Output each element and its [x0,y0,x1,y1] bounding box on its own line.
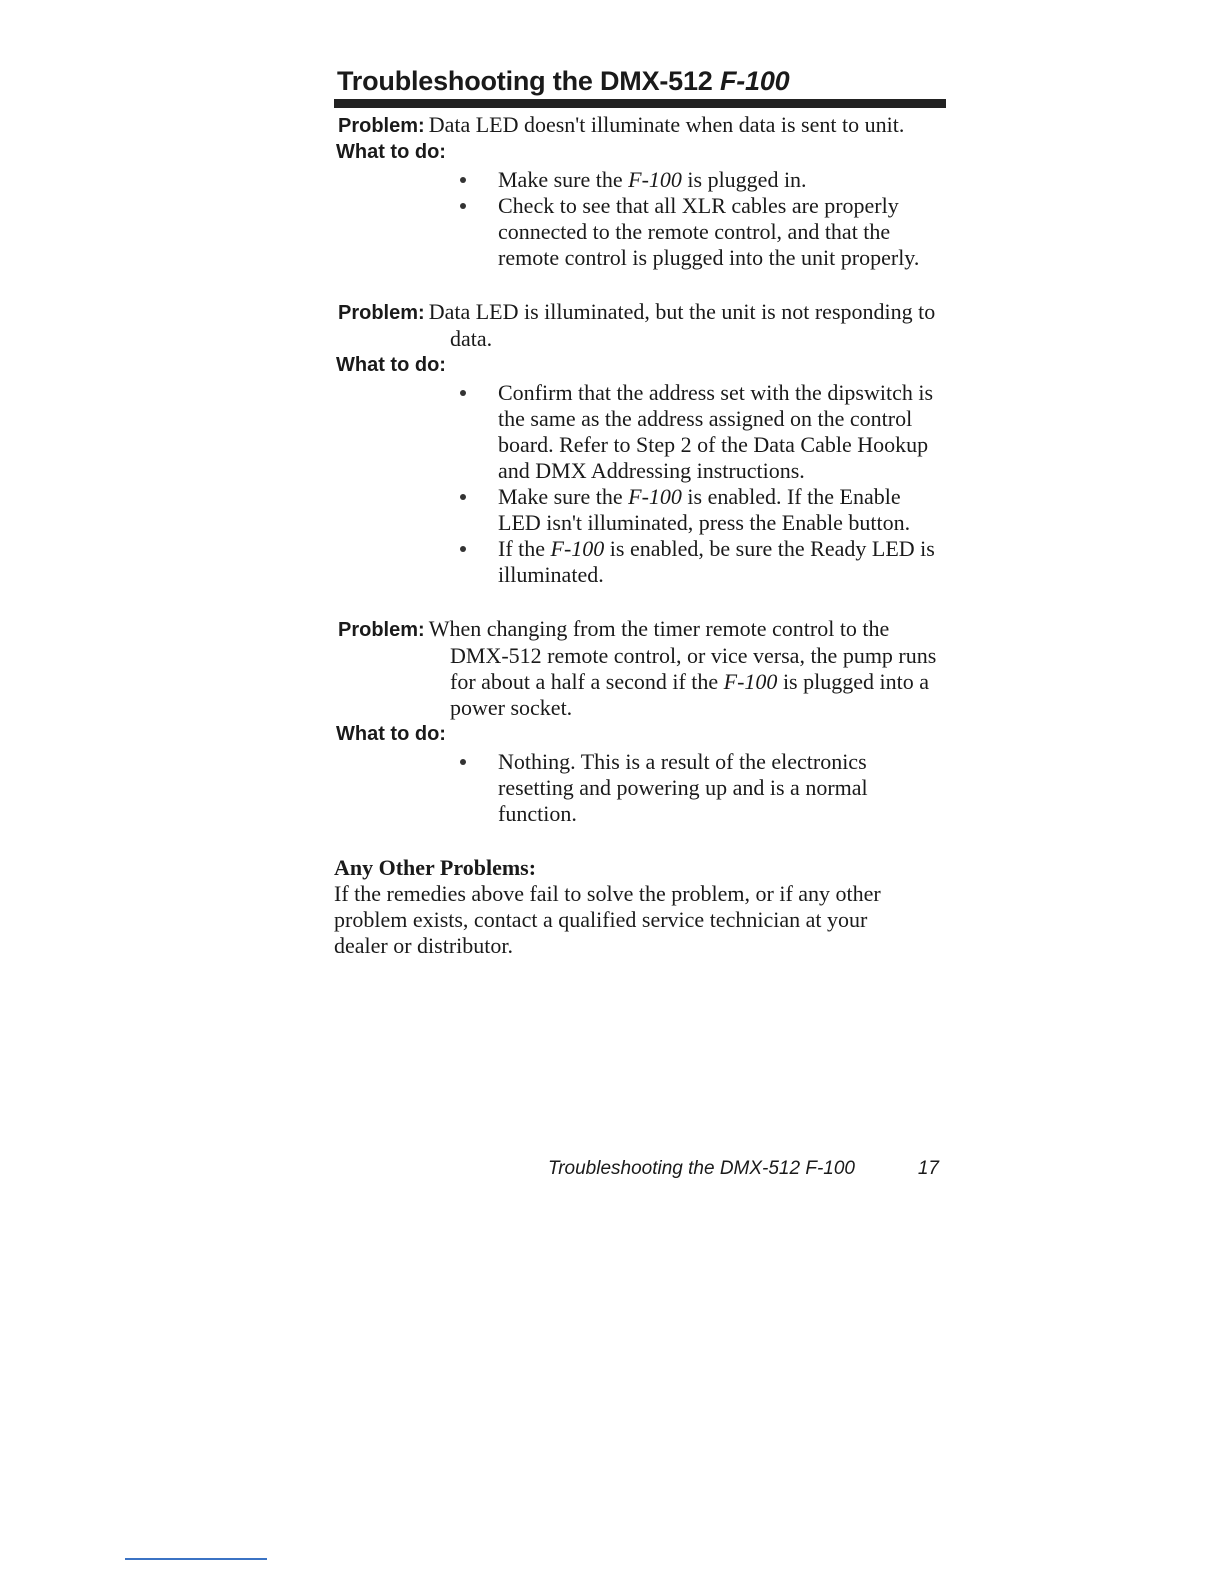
what-to-do-label: What to do: [336,141,446,163]
other-problems-text: If the remedies above fail to solve the problem, or if any other problem exists, contact a qualified service technician at your dealer or distributor. [334,881,881,958]
problem-statement [334,616,946,721]
bullet-icon [460,177,466,183]
problem-block-2 [334,299,946,588]
fix-list [334,167,946,271]
fix-text-before: Make sure the [498,167,629,192]
fix-text-before: If the [498,536,551,561]
fix-item [452,167,946,193]
page-title [334,64,946,98]
what-to-do-heading [334,352,946,380]
what-to-do-heading [334,139,946,167]
bullet-icon [460,203,466,209]
bullet-icon [460,546,466,552]
fix-model: F-100 [550,536,605,561]
problem-block-1 [334,112,946,271]
problem-text-after: is plugged into a power socket. [450,669,929,720]
fix-item [452,380,946,484]
fix-text: Confirm that the address set with the dipswitch is the same as the address assigned on the control board. Refer to Step 2 of the Data Cable Hookup and DMX Addressing instructions. [498,380,934,483]
fix-model: F-100 [628,484,682,509]
fix-list [334,380,946,588]
bullet-icon [460,494,466,500]
problem-text: Data LED doesn't illuminate when data is sent to unit. [428,112,905,137]
fix-text-after: is enabled. If the Enable LED isn't illuminated, press the Enable button. [498,484,911,535]
page-title-main: Troubleshooting the DMX-512 [337,66,713,96]
what-to-do-label: What to do: [336,354,446,376]
fix-text-before: Make sure the [498,484,629,509]
problem-block-3 [334,616,946,827]
problem-label: Problem: [338,115,425,137]
fix-text: Check to see that all XLR cables are properly connected to the remote control, and that the remote control is plugged into the unit properly. [498,193,920,270]
fix-list [334,749,946,827]
problem-statement [334,299,946,352]
problem-text-before: When changing from the timer remote control to the DMX-512 remote control, or vice versa, the pump runs for about a half a second if the [428,616,937,694]
page-title-model: F-100 [719,66,790,96]
fix-item [452,536,946,588]
fix-text: Nothing. This is a result of the electronics resetting and powering up and is a normal function. [498,749,868,826]
problem-statement [334,112,946,139]
fix-item [452,193,946,271]
problem-model: F-100 [723,669,778,694]
problem-text: Data LED is illuminated, but the unit is not responding to data. [428,299,936,351]
fix-text-after: is enabled, be sure the Ready LED is illuminated. [498,536,935,587]
other-problems-heading: Any Other Problems: [334,855,537,880]
what-to-do-heading [334,721,946,749]
bullet-icon [460,759,466,765]
page-footer [548,1158,943,1180]
problem-label: Problem: [338,302,425,324]
what-to-do-label: What to do: [336,723,446,745]
fix-item [452,749,946,827]
fix-item [452,484,946,536]
fix-text-after: is plugged in. [681,167,807,192]
manual-page [334,64,946,959]
problem-label: Problem: [338,619,425,641]
fix-model: F-100 [628,167,682,192]
bottom-link-underline [125,1558,267,1560]
page-number: 17 [917,1158,939,1179]
footer-running-title: Troubleshooting the DMX-512 F-100 [548,1158,855,1179]
bullet-icon [460,390,466,396]
title-rule [334,99,946,108]
